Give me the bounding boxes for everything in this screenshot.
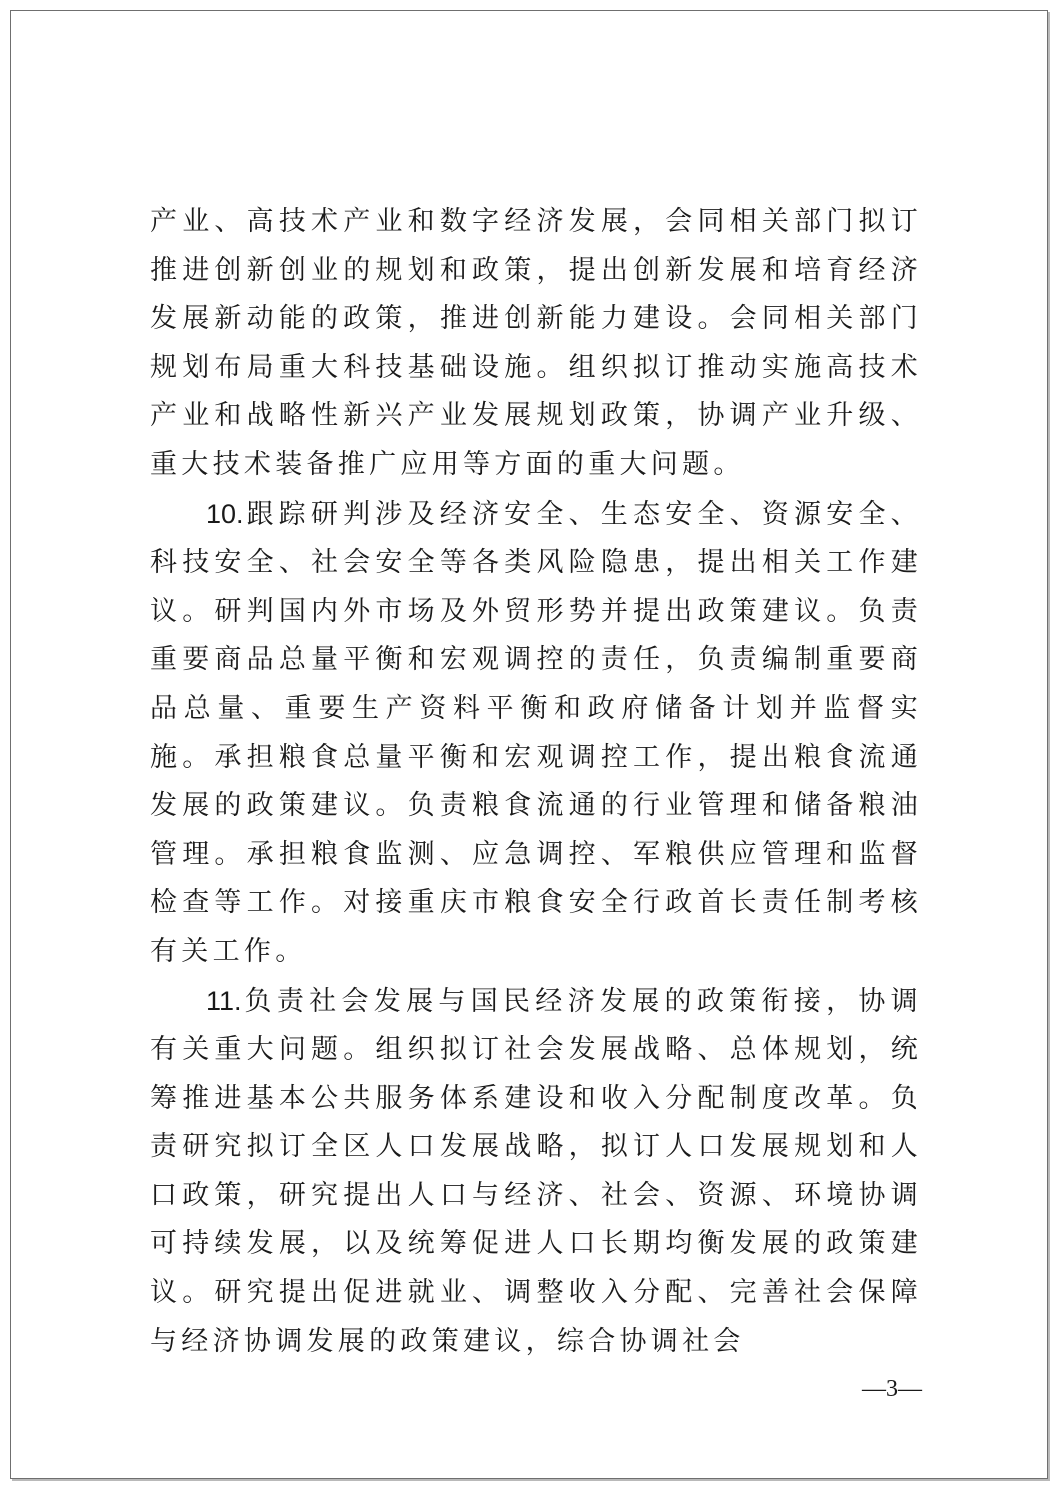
paragraph-continuation	[150, 198, 922, 490]
paragraph-text: 产业、高技术产业和数字经济发展，会同相关部门拟订推进创新创业的规划和政策，提出创新发展和培育经济发展新动能的政策，推进创新能力建设。会同相关部门规划布局重大科技基础设施。组织拟订推动实施高技术产业和战略性新兴产业发展规划政策，协调产业升级、重大技术装备推广应用等方面的重大问题。	[150, 206, 922, 480]
paragraph-text: 跟踪研判涉及经济安全、生态安全、资源安全、科技安全、社会安全等各类风险隐患，提出相关工作建议。研判国内外市场及外贸形势并提出政策建议。负责重要商品总量平衡和宏观调控的责任，负责编制重要商品总量、重要生产资料平衡和政府储备计划并监督实施。承担粮食总量平衡和宏观调控工作，提出粮食流通发展的政策建议。负责粮食流通的行业管理和储备粮油管理。承担粮食监测、应急调控、军粮供应管理和监督检查等工作。对接重庆市粮食安全行政首长责任制考核有关工作。	[150, 498, 922, 967]
page-number: —3—	[862, 1376, 922, 1402]
paragraph-item-10	[150, 490, 922, 977]
paragraph-text: 负责社会发展与国民经济发展的政策衔接，协调有关重大问题。组织拟订社会发展战略、总体规划，统筹推进基本公共服务体系建设和收入分配制度改革。负责研究拟订全区人口发展战略，拟订人口发展规划和人口政策，研究提出人口与经济、社会、资源、环境协调可持续发展，以及统筹促进人口长期均衡发展的政策建议。研究提出促进就业、调整收入分配、完善社会保障与经济协调发展的政策建议，综合协调社会	[150, 985, 922, 1357]
paragraph-item-11	[150, 977, 922, 1367]
item-number: 10.	[206, 498, 244, 529]
document-body	[150, 198, 922, 1366]
item-number: 11.	[206, 985, 242, 1016]
